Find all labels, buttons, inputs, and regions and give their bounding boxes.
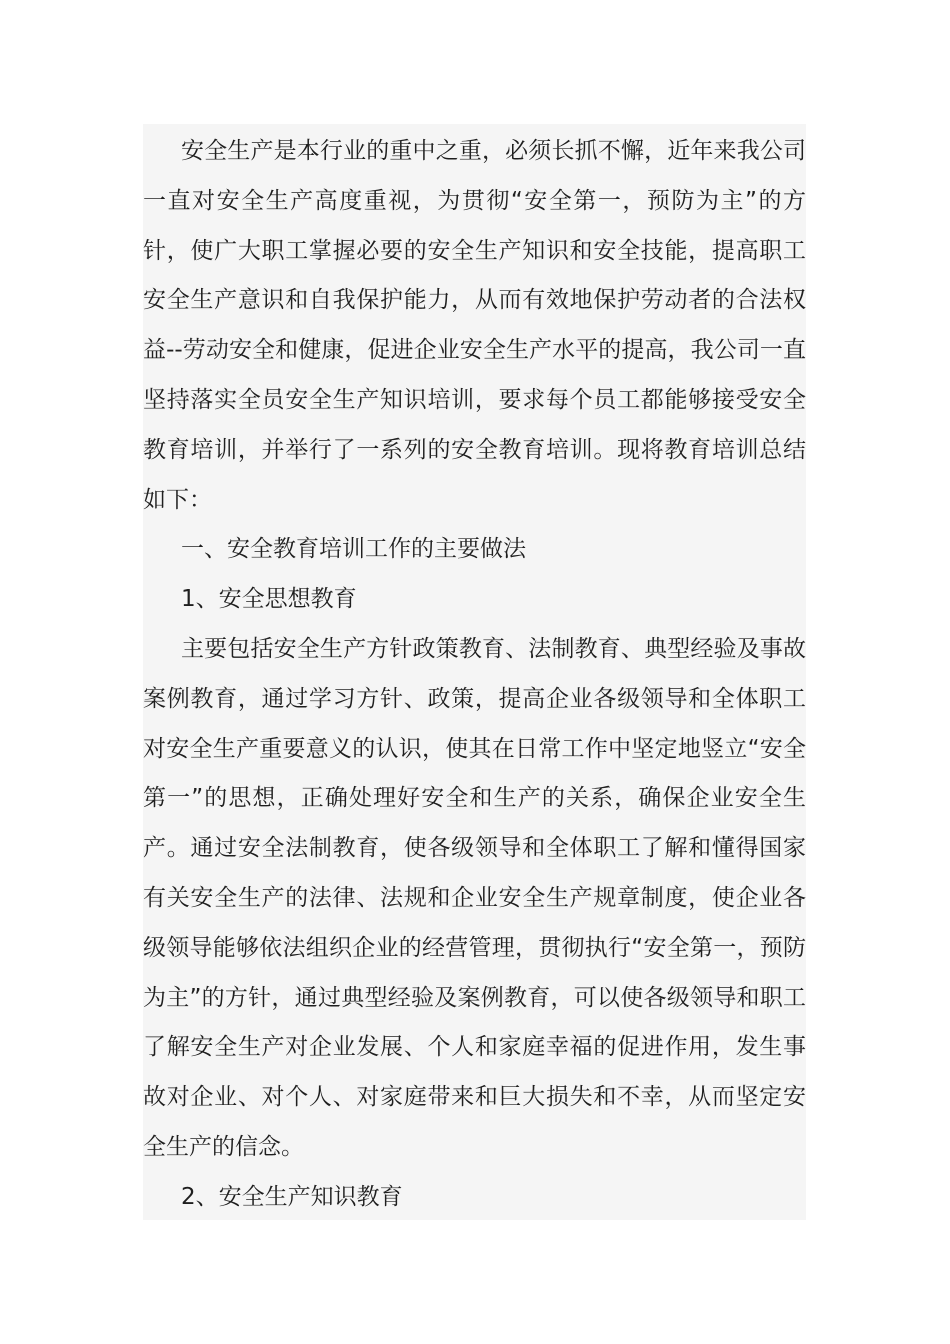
body-paragraph: 主要包括安全生产方针政策教育、法制教育、典型经验及事故案例教育，通过学习方针、政策，提高企业各级领导和全体职工对安全生产重要意义的认识，使其在日常工作中坚定地竖立“安全第一”的思想，正确处理好安全和生产的关系，确保企业安全生产。通过安全法制教育，使各级领导和全体职工了解和懂得国家有关安全生产的法律、法规和企业安全生产规章制度，使企业各级领导能够依法组织企业的经营管理，贯彻执行“安全第一，预防为主”的方针，通过典型经验及案例教育，可以使各级领导和职工了解安全生产对企业发展、个人和家庭幸福的促进作用，发生事故对企业、对个人、对家庭带来和巨大损失和不幸，从而坚定安全生产的信念。 <box>143 635 806 1160</box>
document-text <box>143 124 806 1223</box>
section-heading: 一、安全教育培训工作的主要做法 <box>181 536 526 563</box>
subsection-heading: 1、安全思想教育 <box>181 586 357 613</box>
intro-paragraph: 安全生产是本行业的重中之重，必须长抓不懈，近年来我公司一直对安全生产高度重视，为贯彻“安全第一，预防为主”的方针，使广大职工掌握必要的安全生产知识和安全技能，提高职工安全生产意识和自我保护能力，从而有效地保护劳动者的合法权益--劳动安全和健康，促进企业安全生产水平的提高，我公司一直坚持落实全员安全生产知识培训，要求每个员工都能够接受安全教育培训，并举行了一系列的安全教育培训。现将教育培训总结如下： <box>143 138 806 513</box>
document-body <box>143 124 806 1220</box>
subsection-heading: 2、安全生产知识教育 <box>181 1183 403 1210</box>
